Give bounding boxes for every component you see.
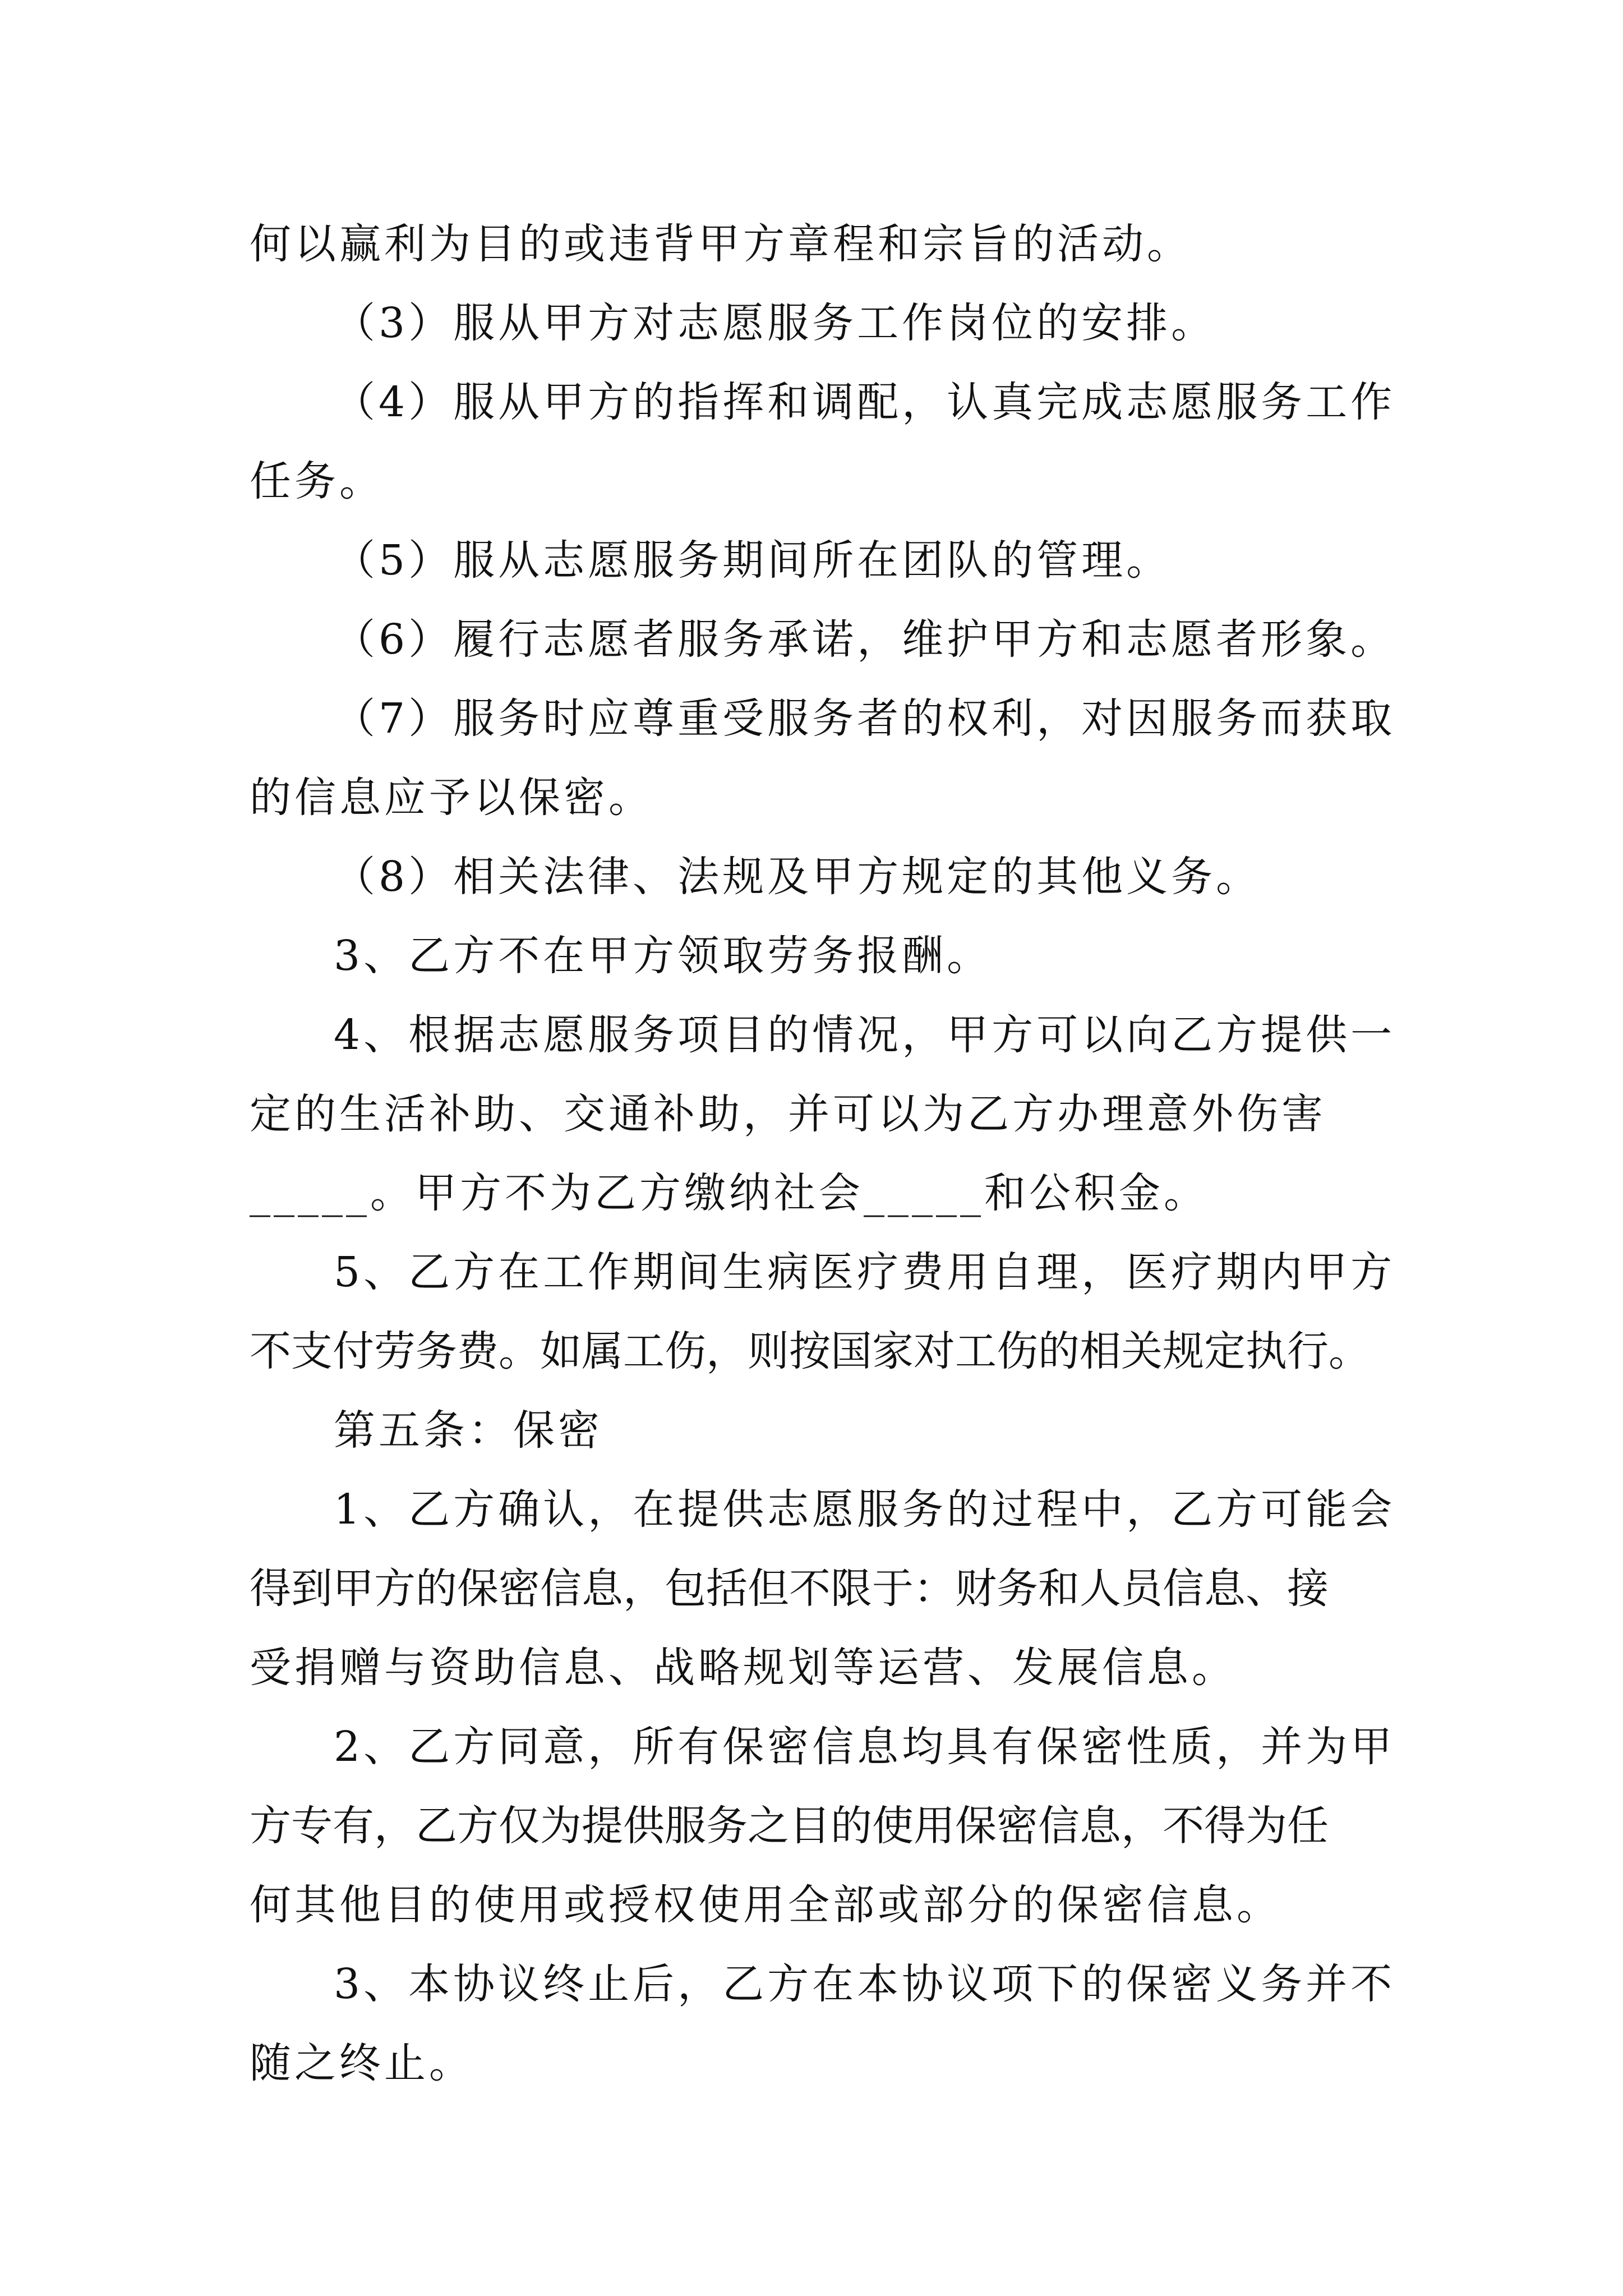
paragraph-line: （6）履行志愿者服务承诺，维护甲方和志愿者形象。: [334, 615, 1396, 664]
paragraph-line: （3）服从甲方对志愿服务工作岗位的安排。: [334, 299, 1216, 347]
paragraph-line: 5、乙方在工作期间生病医疗费用自理，医疗期内甲方: [334, 1248, 1396, 1296]
paragraph-line: _____。甲方不为乙方缴纳社会_____和公积金。: [250, 1169, 1209, 1217]
paragraph-line: 得到甲方的保密信息，包括但不限于：财务和人员信息、接: [250, 1565, 1329, 1613]
paragraph-line: 3、乙方不在甲方领取劳务报酬。: [334, 932, 992, 980]
paragraph-line: 2、乙方同意，所有保密信息均具有保密性质，并为甲: [334, 1723, 1396, 1771]
paragraph-line: 的信息应予以保密。: [250, 774, 653, 822]
paragraph-line: 定的生活补助、交通补助，并可以为乙方办理意外伤害: [250, 1090, 1326, 1138]
paragraph-line: 随之终止。: [250, 2039, 474, 2087]
document-body: [250, 205, 1396, 2103]
paragraph-line: （5）服从志愿服务期间所在团队的管理。: [334, 536, 1172, 585]
paragraph-line: （4）服从甲方的指挥和调配，认真完成志愿服务工作: [334, 378, 1396, 426]
paragraph-line: （7）服务时应尊重受服务者的权利，对因服务而获取: [334, 694, 1396, 743]
paragraph-line: 何以赢利为目的或违背甲方章程和宗旨的活动。: [250, 220, 1192, 268]
paragraph-line: 何其他目的使用或授权使用全部或部分的保密信息。: [250, 1881, 1281, 1929]
paragraph-line: 不支付劳务费。如属工伤，则按国家对工伤的相关规定执行。: [250, 1327, 1370, 1375]
paragraph-line: 4、根据志愿服务项目的情况，甲方可以向乙方提供一: [334, 1011, 1396, 1059]
paragraph-line: （8）相关法律、法规及甲方规定的其他义务。: [334, 853, 1261, 901]
section-heading: 第五条：保密: [334, 1406, 603, 1455]
paragraph-line: 受捐赠与资助信息、战略规划等运营、发展信息。: [250, 1644, 1237, 1692]
paragraph-line: 1、乙方确认，在提供志愿服务的过程中，乙方可能会: [334, 1485, 1396, 1534]
paragraph-line: 任务。: [250, 457, 384, 505]
paragraph-line: 方专有，乙方仅为提供服务之目的使用保密信息，不得为任: [250, 1802, 1329, 1850]
paragraph-line: 3、本协议终止后，乙方在本协议项下的保密义务并不: [334, 1960, 1396, 2008]
